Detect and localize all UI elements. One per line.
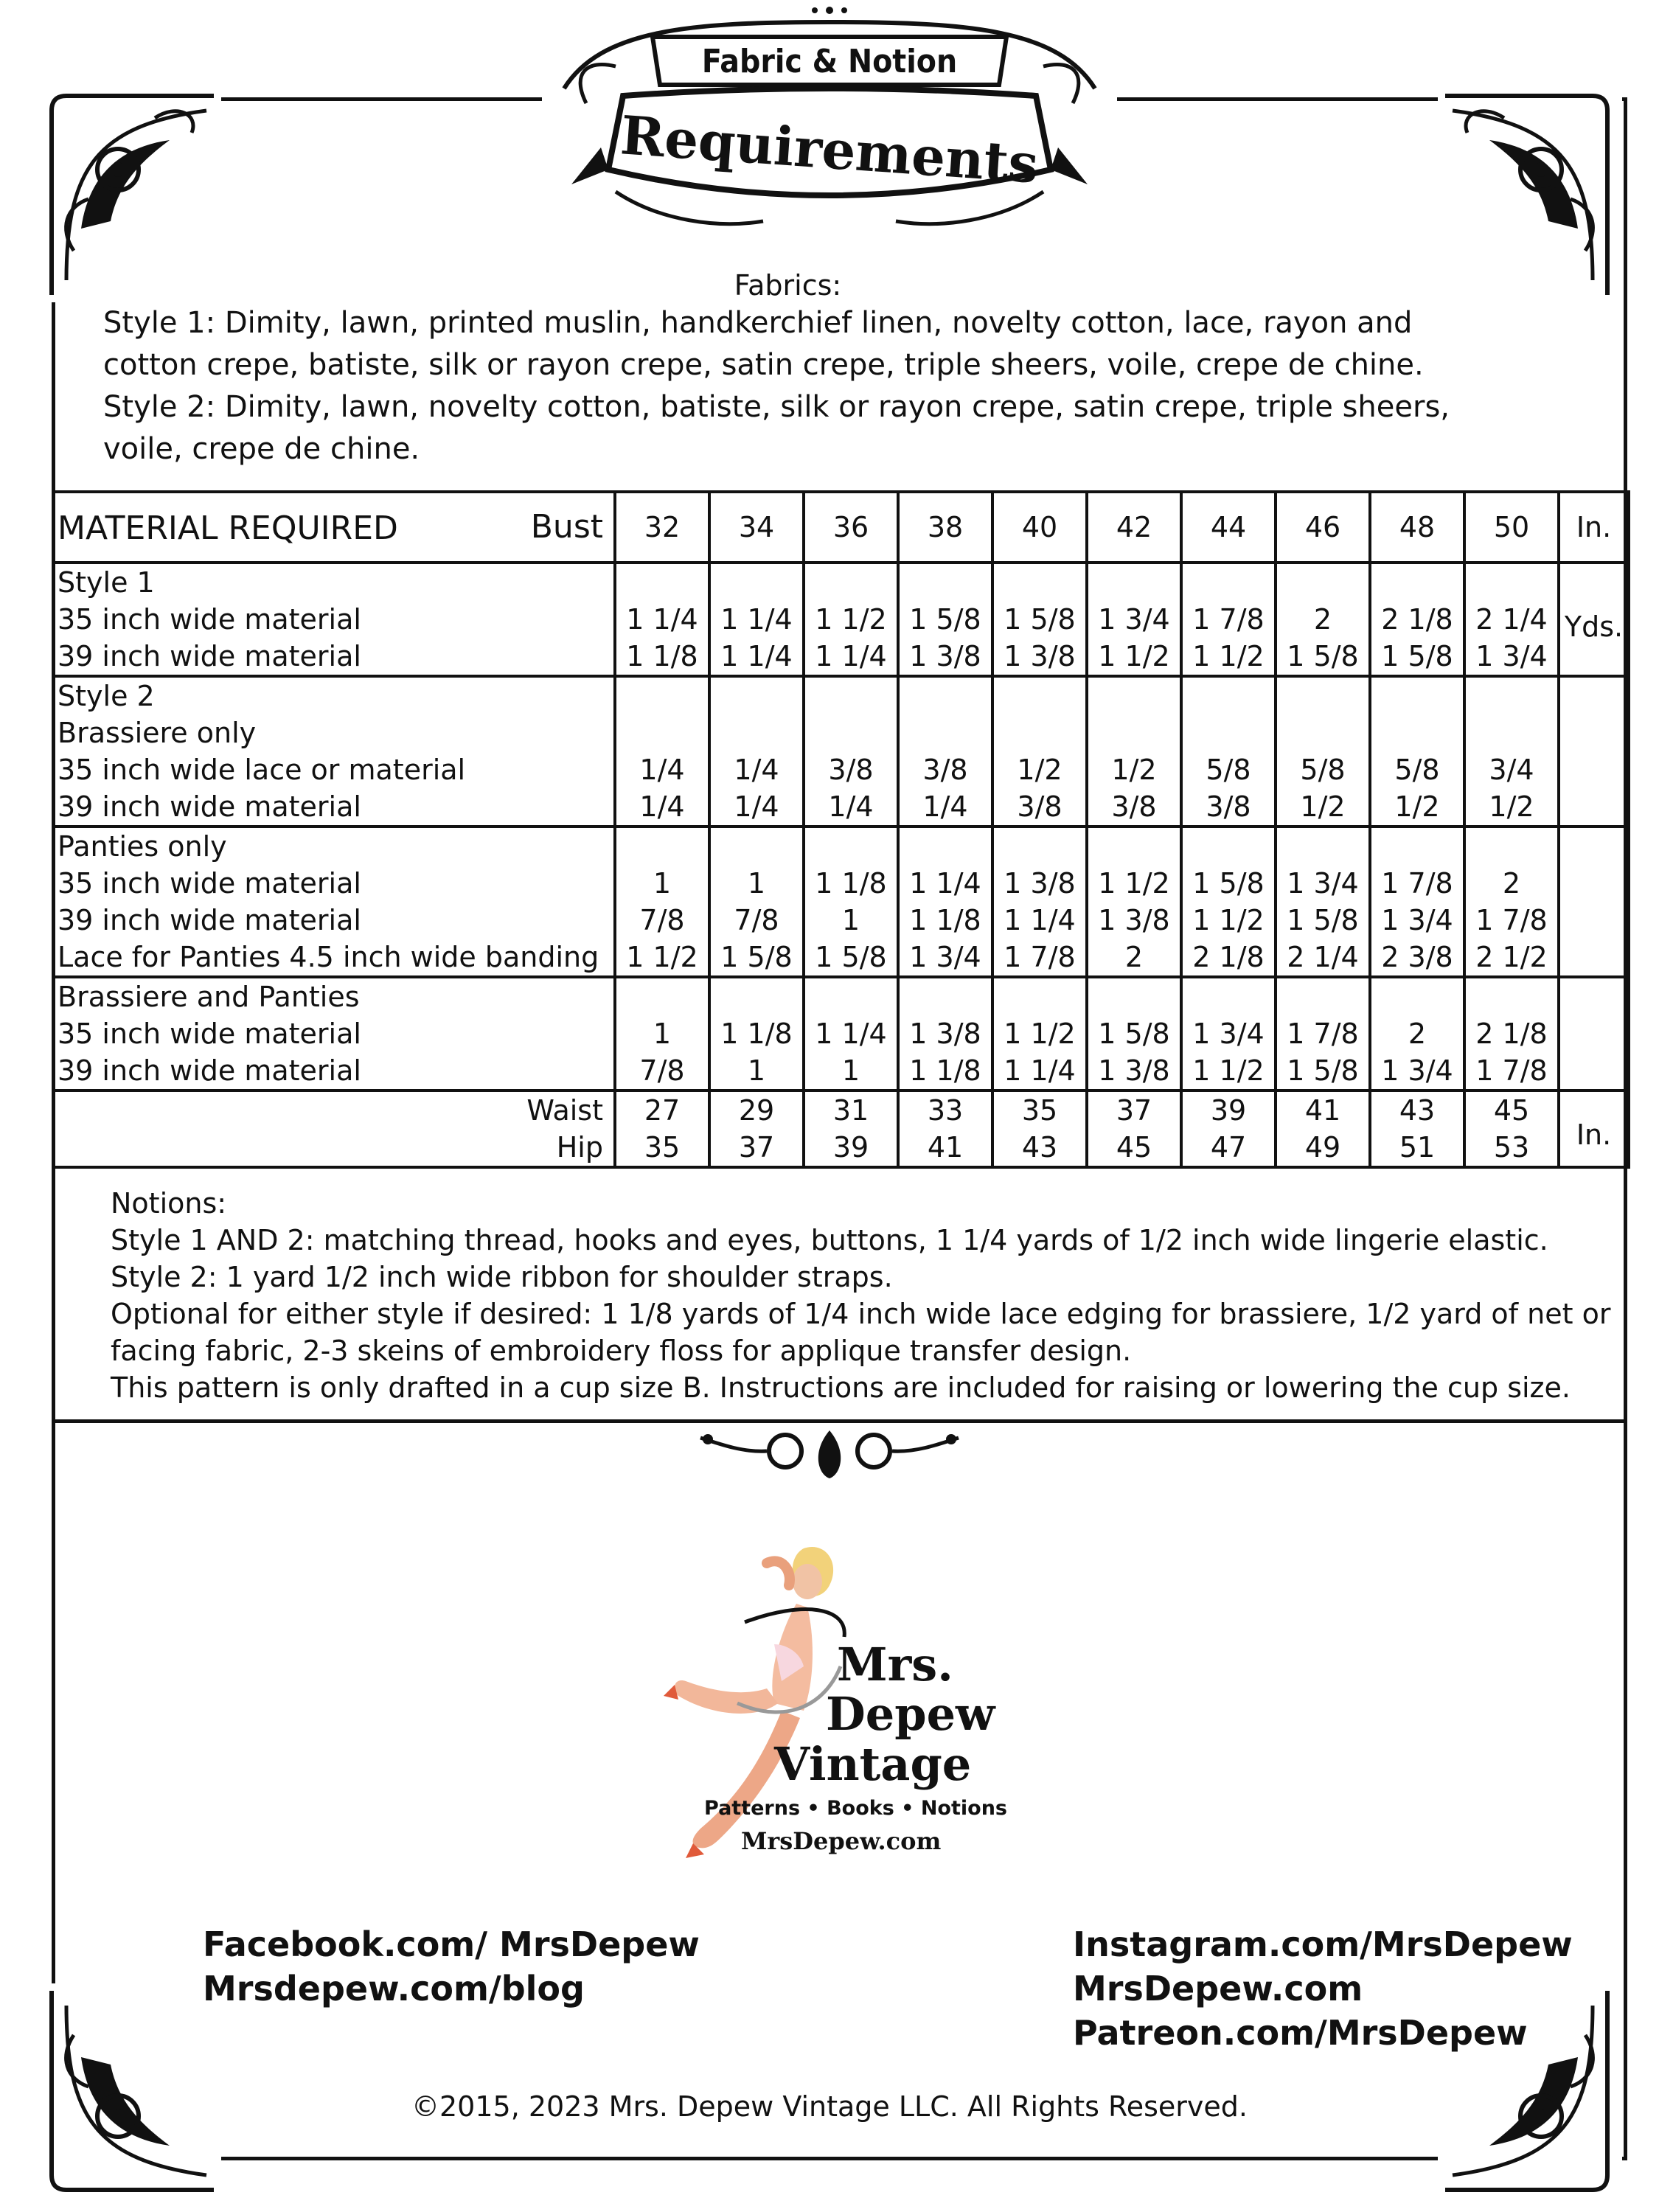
hip-value: 35 xyxy=(644,1131,681,1164)
notions-line: Optional for either style if desired: 1 1/8 yards of 1/4 inch wide lace edging for brassiere, 1/2 yard of net or xyxy=(111,1298,1611,1330)
yardage-value: 1 5/8 xyxy=(815,941,887,973)
spacer xyxy=(616,678,708,714)
spacer xyxy=(1466,564,1557,601)
yardage-value: 1 xyxy=(653,1018,672,1050)
size-label: 36 xyxy=(832,511,869,543)
spacer xyxy=(616,564,708,601)
value-cell xyxy=(898,563,992,676)
size-header xyxy=(1370,492,1464,563)
yardage-value: 1 1/4 xyxy=(815,640,887,672)
facebook-link[interactable]: Facebook.com/ MrsDepew xyxy=(203,1924,700,1964)
yardage-value: 1 1/4 xyxy=(1004,904,1076,936)
value-cell xyxy=(1087,977,1181,1091)
size-label: 42 xyxy=(1116,511,1152,543)
value-cell xyxy=(1370,827,1464,977)
spacer xyxy=(1466,678,1557,714)
size-label: 48 xyxy=(1399,511,1436,543)
value-cell xyxy=(1276,977,1370,1091)
yardage-value: 3/8 xyxy=(1206,790,1251,823)
yardage-value: 1 1/2 xyxy=(1192,1054,1265,1087)
yardage-value: 1 5/8 xyxy=(1287,640,1359,672)
yardage-value: 1 3/8 xyxy=(1004,640,1076,672)
value-cell xyxy=(804,827,898,977)
value-cell xyxy=(1464,827,1559,977)
waist-label: Waist xyxy=(526,1094,603,1127)
yardage-value: 1 5/8 xyxy=(1287,1054,1359,1087)
row-label-cell xyxy=(53,977,615,1091)
yardage-value: 1 3/4 xyxy=(1192,1018,1265,1050)
notions-line: facing fabric, 2-3 skeins of embroidery floss for applique transfer design. xyxy=(111,1335,1132,1367)
yardage-value: 1/4 xyxy=(828,790,874,823)
value-cell xyxy=(1276,827,1370,977)
table-row xyxy=(53,563,1629,676)
unit-cell xyxy=(1559,827,1629,977)
website-link[interactable]: MrsDepew.com xyxy=(1073,1969,1363,2008)
yardage-value: 1 5/8 xyxy=(909,603,981,636)
logo-site: MrsDepew.com xyxy=(741,1827,942,1855)
yardage-value: 1 1/2 xyxy=(1098,640,1170,672)
spacer xyxy=(805,978,897,1015)
yardage-value: 1 3/8 xyxy=(909,1018,981,1050)
measurement-cell xyxy=(615,1091,709,1167)
yardage-value: 1 xyxy=(653,867,672,900)
yardage-value: 1 3/8 xyxy=(1004,867,1076,900)
yardage-value: 5/8 xyxy=(1300,754,1346,786)
measurement-cell xyxy=(1181,1091,1276,1167)
notions-line: Style 2: 1 yard 1/2 inch wide ribbon for shoulder straps. xyxy=(111,1261,893,1293)
spacer xyxy=(1277,564,1368,601)
yardage-value: 1 1/2 xyxy=(1192,640,1265,672)
spacer xyxy=(1088,828,1180,865)
body-measurements-row xyxy=(53,1091,1629,1167)
measurement-cell xyxy=(992,1091,1087,1167)
yardage-value: 1 1/8 xyxy=(720,1018,793,1050)
row-label: 35 inch wide material xyxy=(58,867,361,900)
yardage-value: 1 1/2 xyxy=(815,603,887,636)
logo-line-3: Vintage xyxy=(774,1737,972,1791)
value-cell xyxy=(992,563,1087,676)
bust-label: Bust xyxy=(530,507,603,546)
yardage-value: 1 7/8 xyxy=(1475,904,1548,936)
yardage-value: 1 5/8 xyxy=(1287,904,1359,936)
yardage-value: 1/4 xyxy=(922,790,968,823)
yardage-value: 1 3/4 xyxy=(1098,603,1170,636)
divider-ornament-icon xyxy=(693,1423,966,1482)
yardage-value: 1 7/8 xyxy=(1004,941,1076,973)
unit-header xyxy=(1559,492,1629,563)
yardage-value: 1 3/4 xyxy=(909,941,981,973)
yardage-value: 1 5/8 xyxy=(1098,1018,1170,1050)
yardage-value: 2 xyxy=(1124,941,1144,973)
row-label: Style 2 xyxy=(58,680,155,712)
row-label: Panties only xyxy=(58,830,227,863)
yardage-value: 2 1/8 xyxy=(1192,941,1265,973)
yardage-value: 7/8 xyxy=(639,904,685,936)
yardage-value: 2 1/4 xyxy=(1475,603,1548,636)
value-cell xyxy=(1370,676,1464,827)
value-cell xyxy=(1370,977,1464,1091)
spacer xyxy=(1183,564,1274,601)
yardage-value: 2 3/8 xyxy=(1381,941,1453,973)
header-banner xyxy=(542,0,1117,240)
yardage-value: 1/2 xyxy=(1489,790,1534,823)
hip-value: 43 xyxy=(1021,1131,1058,1164)
measurement-cell xyxy=(804,1091,898,1167)
value-cell xyxy=(1276,563,1370,676)
yardage-value: 2 1/2 xyxy=(1475,941,1548,973)
yardage-value: 1 3/4 xyxy=(1475,640,1548,672)
yardage-value: 1 3/4 xyxy=(1381,904,1453,936)
yardage-value: 1 3/8 xyxy=(1098,1054,1170,1087)
pinup-illustration-icon xyxy=(656,1534,848,1873)
value-cell xyxy=(1181,977,1276,1091)
yardage-value: 1/4 xyxy=(639,790,685,823)
yardage-value: 1/2 xyxy=(1394,790,1440,823)
table-row xyxy=(53,827,1629,977)
waist-value: 39 xyxy=(1210,1094,1247,1127)
row-label-cell xyxy=(53,827,615,977)
yardage-value: 1 7/8 xyxy=(1475,1054,1548,1087)
copyright-notice: ©2015, 2023 Mrs. Depew Vintage LLC. All Rights Reserved. xyxy=(411,2090,1248,2123)
unit-cell xyxy=(1559,1091,1629,1167)
value-cell xyxy=(1276,676,1370,827)
yardage-value: 1 1/4 xyxy=(626,603,698,636)
spacer xyxy=(711,828,802,865)
spacer xyxy=(805,714,897,751)
hip-value: 51 xyxy=(1399,1131,1436,1164)
spacer xyxy=(1371,678,1463,714)
spacer xyxy=(1088,714,1180,751)
value-cell xyxy=(1087,563,1181,676)
waist-value: 41 xyxy=(1304,1094,1341,1127)
table-row xyxy=(53,676,1629,827)
yardage-value: 3/4 xyxy=(1489,754,1534,786)
table-title-cell xyxy=(53,492,615,563)
waist-value: 43 xyxy=(1399,1094,1436,1127)
value-cell xyxy=(1181,563,1276,676)
yardage-value: 1 xyxy=(841,1054,860,1087)
yardage-value: 1 5/8 xyxy=(1192,867,1265,900)
yardage-value: 1 1/4 xyxy=(720,640,793,672)
yardage-value: 7/8 xyxy=(639,1054,685,1087)
value-cell xyxy=(709,977,804,1091)
yardage-value: 3/8 xyxy=(1017,790,1062,823)
hip-value: 37 xyxy=(738,1131,775,1164)
yardage-value: 1 xyxy=(747,1054,766,1087)
yardage-value: 1 3/4 xyxy=(1381,1054,1453,1087)
size-label: 44 xyxy=(1210,511,1247,543)
yardage-value: 1 1/2 xyxy=(1098,867,1170,900)
measurement-cell xyxy=(1276,1091,1370,1167)
measurement-cell xyxy=(1370,1091,1464,1167)
row-label: Style 1 xyxy=(58,566,155,599)
value-cell xyxy=(1464,977,1559,1091)
row-label: Brassiere only xyxy=(58,717,257,749)
spacer xyxy=(1277,828,1368,865)
yardage-value: 1 1/2 xyxy=(1192,904,1265,936)
header-line-2: Requirements xyxy=(618,103,1041,195)
yardage-value: 1 xyxy=(841,904,860,936)
spacer xyxy=(711,978,802,1015)
waist-value: 37 xyxy=(1116,1094,1152,1127)
spacer xyxy=(616,714,708,751)
yardage-value: 1/2 xyxy=(1300,790,1346,823)
waist-value: 45 xyxy=(1493,1094,1530,1127)
size-header xyxy=(709,492,804,563)
size-header xyxy=(804,492,898,563)
yardage-value: 2 1/8 xyxy=(1475,1018,1548,1050)
row-label: 39 inch wide material xyxy=(58,904,361,936)
spacer xyxy=(805,828,897,865)
yardage-value: 1 7/8 xyxy=(1381,867,1453,900)
size-header xyxy=(1276,492,1370,563)
material-requirements-table xyxy=(52,490,1630,1169)
yardage-value: 1 xyxy=(747,867,766,900)
hip-value: 49 xyxy=(1304,1131,1341,1164)
table-title: MATERIAL REQUIRED xyxy=(58,509,398,547)
size-label: 50 xyxy=(1493,511,1530,543)
value-cell xyxy=(615,676,709,827)
yardage-value: 1 1/8 xyxy=(626,640,698,672)
row-label: 39 inch wide material xyxy=(58,790,361,823)
waist-value: 27 xyxy=(644,1094,681,1127)
size-header xyxy=(992,492,1087,563)
fabrics-line: cotton crepe, batiste, silk or rayon crepe, satin crepe, triple sheers, voile, crepe de chine. xyxy=(103,348,1424,382)
spacer xyxy=(1183,978,1274,1015)
spacer xyxy=(900,564,991,601)
unit-in-bottom: In. xyxy=(1576,1119,1612,1151)
value-cell xyxy=(709,563,804,676)
value-cell xyxy=(804,977,898,1091)
spacer xyxy=(1277,714,1368,751)
spacer xyxy=(711,714,802,751)
unit-label: In. xyxy=(1576,511,1612,543)
yardage-value: 1/4 xyxy=(734,790,779,823)
spacer xyxy=(994,678,1085,714)
row-label: 35 inch wide lace or material xyxy=(58,754,466,786)
size-header xyxy=(1464,492,1559,563)
measurement-cell xyxy=(1087,1091,1181,1167)
row-label-cell xyxy=(53,676,615,827)
spacer xyxy=(1088,678,1180,714)
size-label: 46 xyxy=(1304,511,1341,543)
brand-logo xyxy=(656,1534,1007,1888)
row-label: Brassiere and Panties xyxy=(58,981,360,1013)
yardage-value: 2 xyxy=(1313,603,1332,636)
yardage-value: 2 1/4 xyxy=(1287,941,1359,973)
yardage-value: 1 1/2 xyxy=(626,941,698,973)
value-cell xyxy=(1181,676,1276,827)
blog-link[interactable]: Mrsdepew.com/blog xyxy=(203,1969,585,2008)
value-cell xyxy=(709,827,804,977)
yardage-value: 1 1/2 xyxy=(1004,1018,1076,1050)
yardage-value: 1 3/4 xyxy=(1287,867,1359,900)
spacer xyxy=(1088,978,1180,1015)
yardage-value: 1/2 xyxy=(1111,754,1157,786)
measurement-cell xyxy=(1464,1091,1559,1167)
spacer xyxy=(1277,978,1368,1015)
patreon-link[interactable]: Patreon.com/MrsDepew xyxy=(1073,2013,1528,2053)
spacer xyxy=(1183,714,1274,751)
spacer xyxy=(900,678,991,714)
yardage-value: 7/8 xyxy=(734,904,779,936)
value-cell xyxy=(1087,676,1181,827)
value-cell xyxy=(898,827,992,977)
yardage-value: 1 1/4 xyxy=(909,867,981,900)
hip-value: 53 xyxy=(1493,1131,1530,1164)
spacer xyxy=(1466,714,1557,751)
spacer xyxy=(1088,564,1180,601)
row-label: Lace for Panties 4.5 inch wide banding xyxy=(58,941,599,973)
yardage-value: 1/2 xyxy=(1017,754,1062,786)
spacer xyxy=(616,978,708,1015)
spacer xyxy=(805,678,897,714)
spacer xyxy=(711,564,802,601)
yardage-value: 1 1/4 xyxy=(815,1018,887,1050)
waist-value: 29 xyxy=(738,1094,775,1127)
spacer xyxy=(994,828,1085,865)
fabrics-line: Style 2: Dimity, lawn, novelty cotton, batiste, silk or rayon crepe, satin crepe, triple sheers, xyxy=(103,390,1450,424)
value-cell xyxy=(992,977,1087,1091)
fabrics-line: Style 1: Dimity, lawn, printed muslin, handkerchief linen, novelty cotton, lace, rayon and xyxy=(103,306,1413,340)
measurement-cell xyxy=(898,1091,992,1167)
measurement-cell xyxy=(709,1091,804,1167)
notions-line: This pattern is only drafted in a cup size B. Instructions are included for raising or lowering the cup size. xyxy=(111,1371,1571,1404)
yardage-value: 3/8 xyxy=(922,754,968,786)
yardage-value: 2 xyxy=(1502,867,1521,900)
hip-label: Hip xyxy=(556,1131,603,1164)
yardage-value: 1 5/8 xyxy=(1381,640,1453,672)
logo-tagline: Patterns • Books • Notions xyxy=(704,1797,1007,1820)
yardage-value: 1 7/8 xyxy=(1192,603,1265,636)
spacer xyxy=(994,978,1085,1015)
waist-value: 35 xyxy=(1021,1094,1058,1127)
table-row xyxy=(53,977,1629,1091)
yardage-value: 2 1/8 xyxy=(1381,603,1453,636)
value-cell xyxy=(1370,563,1464,676)
yardage-value: 1 3/8 xyxy=(909,640,981,672)
spacer xyxy=(1466,828,1557,865)
hip-value: 45 xyxy=(1116,1131,1152,1164)
row-label: 35 inch wide material xyxy=(58,1018,361,1050)
spacer xyxy=(1183,678,1274,714)
spacer xyxy=(1371,714,1463,751)
value-cell xyxy=(804,676,898,827)
size-header xyxy=(1087,492,1181,563)
notions-title: Notions: xyxy=(111,1187,227,1220)
table-header-row xyxy=(53,492,1629,563)
spacer xyxy=(994,714,1085,751)
notions-section xyxy=(52,1165,1627,1423)
header-line-1: Fabric & Notion xyxy=(701,43,958,80)
notions-line: Style 1 AND 2: matching thread, hooks and eyes, buttons, 1 1/4 yards of 1/2 inch wide lingerie elastic. xyxy=(111,1224,1548,1256)
value-cell xyxy=(615,977,709,1091)
yardage-value: 1/4 xyxy=(639,754,685,786)
yardage-value: 3/8 xyxy=(828,754,874,786)
spacer xyxy=(1371,564,1463,601)
spacer xyxy=(900,978,991,1015)
value-cell xyxy=(709,676,804,827)
row-label: 39 inch wide material xyxy=(58,1054,361,1087)
yardage-value: 1 5/8 xyxy=(1004,603,1076,636)
unit-cell xyxy=(1559,676,1629,827)
yardage-value: 1 1/8 xyxy=(909,904,981,936)
size-header xyxy=(898,492,992,563)
yardage-value: 5/8 xyxy=(1206,754,1251,786)
yardage-value: 1 1/8 xyxy=(815,867,887,900)
yardage-value: 1 1/4 xyxy=(720,603,793,636)
spacer xyxy=(1466,978,1557,1015)
size-header xyxy=(615,492,709,563)
value-cell xyxy=(615,563,709,676)
size-label: 38 xyxy=(927,511,964,543)
row-label: 39 inch wide material xyxy=(58,640,361,672)
spacer xyxy=(1277,678,1368,714)
value-cell xyxy=(1464,563,1559,676)
waist-value: 31 xyxy=(832,1094,869,1127)
logo-line-2: Depew xyxy=(826,1687,995,1741)
value-cell xyxy=(992,827,1087,977)
size-label: 40 xyxy=(1021,511,1058,543)
value-cell xyxy=(992,676,1087,827)
unit-cell xyxy=(1559,977,1629,1091)
value-cell xyxy=(1181,827,1276,977)
waist-value: 33 xyxy=(927,1094,964,1127)
yardage-value: 1/4 xyxy=(734,754,779,786)
spacer xyxy=(900,714,991,751)
value-cell xyxy=(1464,676,1559,827)
spacer xyxy=(994,564,1085,601)
hip-value: 47 xyxy=(1210,1131,1247,1164)
hip-value: 39 xyxy=(832,1131,869,1164)
spacer xyxy=(805,564,897,601)
spacer xyxy=(1183,828,1274,865)
yardage-value: 3/8 xyxy=(1111,790,1157,823)
size-label: 34 xyxy=(738,511,775,543)
size-header xyxy=(1181,492,1276,563)
yardage-value: 1 1/8 xyxy=(909,1054,981,1087)
value-cell xyxy=(804,563,898,676)
yardage-value: 1 5/8 xyxy=(720,941,793,973)
fabrics-line: voile, crepe de chine. xyxy=(103,432,420,466)
yardage-value: 1 3/8 xyxy=(1098,904,1170,936)
value-cell xyxy=(615,827,709,977)
fabrics-title: Fabrics: xyxy=(734,269,842,302)
row-label: 35 inch wide material xyxy=(58,603,361,636)
logo-line-1: Mrs. xyxy=(837,1638,953,1691)
unit-cell xyxy=(1559,563,1629,676)
spacer xyxy=(1371,828,1463,865)
yardage-value: 5/8 xyxy=(1394,754,1440,786)
value-cell xyxy=(1087,827,1181,977)
spacer xyxy=(1371,978,1463,1015)
unit-yds: Yds. xyxy=(1564,611,1624,643)
instagram-link[interactable]: Instagram.com/MrsDepew xyxy=(1073,1924,1573,1964)
spacer xyxy=(900,828,991,865)
yardage-value: 2 xyxy=(1408,1018,1427,1050)
row-label-cell xyxy=(53,563,615,676)
body-label-cell xyxy=(53,1091,615,1167)
yardage-value: 1 1/4 xyxy=(1004,1054,1076,1087)
value-cell xyxy=(898,676,992,827)
spacer xyxy=(616,828,708,865)
hip-value: 41 xyxy=(927,1131,964,1164)
spacer xyxy=(711,678,802,714)
value-cell xyxy=(898,977,992,1091)
size-label: 32 xyxy=(644,511,681,543)
yardage-value: 1 7/8 xyxy=(1287,1018,1359,1050)
